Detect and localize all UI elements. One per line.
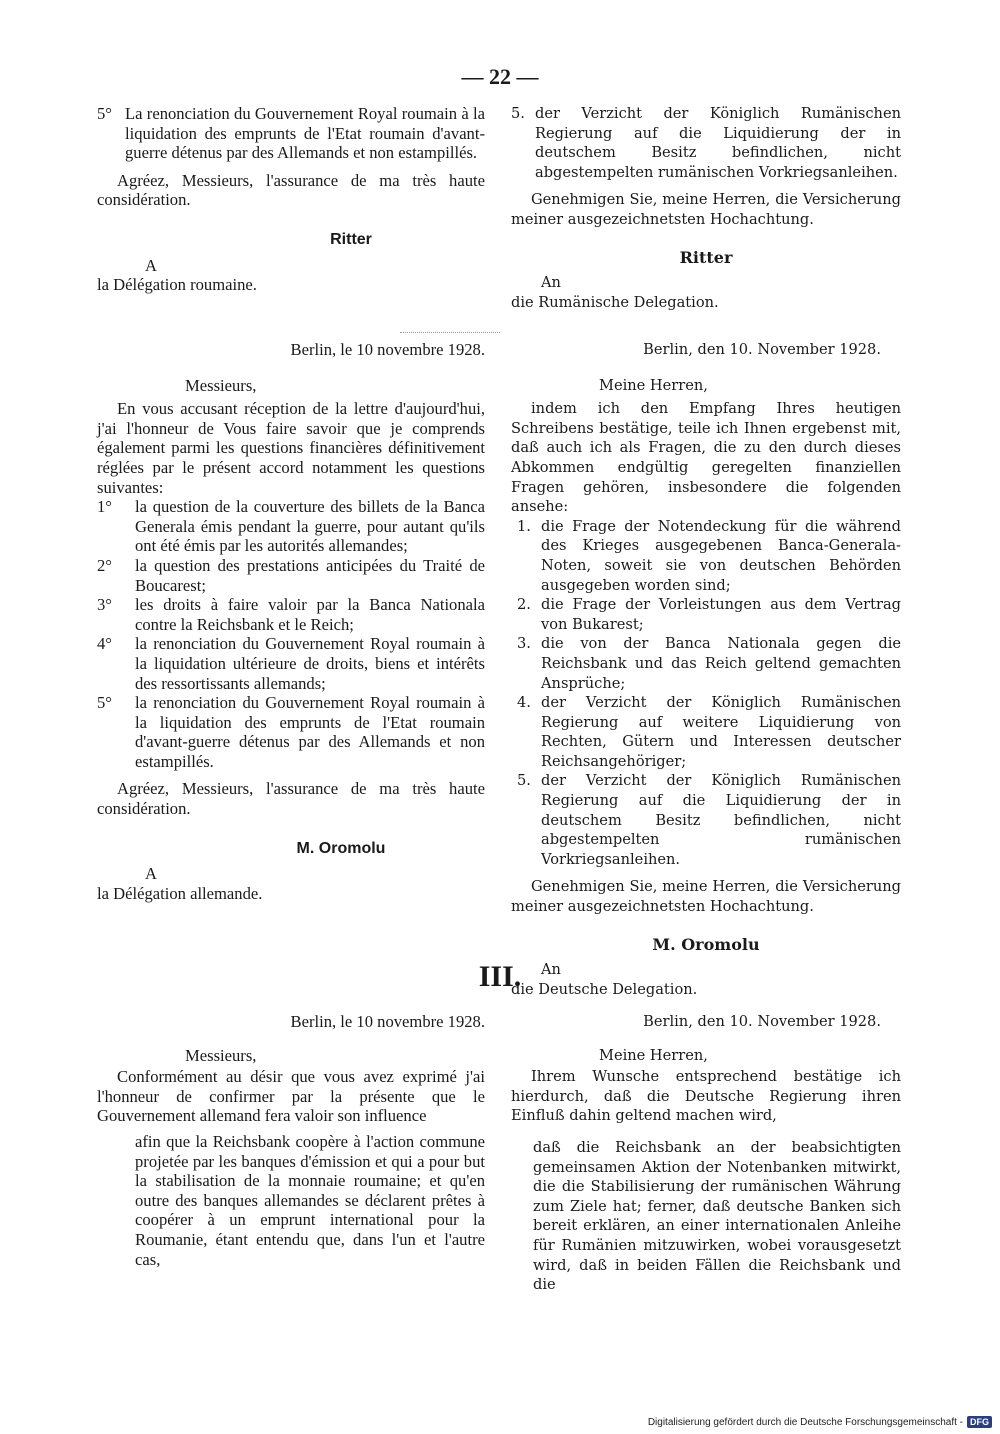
fr-item-2-num: 2°	[97, 555, 112, 575]
de-item-5-top-text: der Verzicht der Königlich Rumänischen Regierung auf die Liquidierung der in deutschem Besitz befindlichen, nicht abgestempelten rumänischen Vorkriegsanleihen.	[535, 105, 901, 181]
de-signature-letter2: M. Oromolu	[652, 934, 760, 954]
fr-date-letter2: Berlin, le 10 novembre 1928.	[290, 340, 485, 359]
fr-intro-letter3: Conformément au désir que vous avez exprimé j'ai l'honneur de confirmer par la présente que le Gouvernement allemand fera valoir son influence	[97, 1067, 485, 1126]
fr-item-4	[97, 634, 485, 693]
fr-item-1-text: la question de la couverture des billets de la Banca Generala émis pendant la guerre, pour autant qu'ils ont été émis par les autorités allemandes;	[135, 497, 485, 556]
separator-rule	[400, 332, 500, 333]
de-closing-letter2: Genehmigen Sie, meine Herren, die Versicherung meiner ausgezeichnetsten Hochachtung.	[511, 878, 901, 916]
top-german-column	[511, 104, 901, 312]
de-body-letter3: daß die Reichsbank an der beabsichtigten gemeinsamen Aktion der Notenbanken mitwirkt, die die Stabilisierung der rumänischen Währung zum Ziele hat; ferner, daß deutsche Banken sich bereit erklären, an einer internationalen Anleihe für Rumänien mitzuwirken, wobei vorausgesetzt wird, daß in beiden Fällen die Reichsbank und die	[533, 1138, 901, 1294]
de-intro-letter3: Ihrem Wunsche entsprechend bestätige ich hierdurch, daß die Deutsche Regierung ihren Einfluß dahin geltend machen wird,	[511, 1068, 901, 1125]
de-date-letter3: Berlin, den 10. November 1928.	[643, 1013, 881, 1030]
de-item-3	[511, 634, 901, 693]
de-item-1-text: die Frage der Notendeckung für die während des Krieges ausgegebenen Banca-Generala-Noten, soweit sie von deutschen Behörden ausgegeben worden sind;	[541, 517, 901, 594]
de-item-5-text: der Verzicht der Königlich Rumänischen Regierung auf die Liquidierung der in deutschem Besitz befindlichen, nicht abgestempelten rumänischen Vorkriegsanleihen.	[541, 772, 901, 868]
fr-item-3	[97, 595, 485, 634]
fr-addr-a-top: A	[145, 255, 157, 275]
de-item-4-text: der Verzicht der Königlich Rumänischen Regierung auf weitere Liquidierung von Rechten, Gütern und Interessen deutscher Reichsangehöriger;	[541, 694, 901, 770]
de-addressee-letter2: die Deutsche Delegation.	[511, 980, 698, 998]
section-heading: III.	[478, 960, 522, 993]
fr-item-4-num: 4°	[97, 634, 112, 654]
de-item-3-text: die von der Banca Nationala gegen die Reichsbank und das Reich geltend gemachten Ansprüche;	[541, 635, 901, 692]
de-addr-a-letter2: An	[541, 961, 561, 979]
de-item-1	[511, 517, 901, 595]
de-item-4	[511, 693, 901, 771]
dfg-logo: DFG	[967, 1416, 992, 1428]
fr-item-5-num: 5°	[97, 693, 112, 713]
fr-items-letter2	[97, 497, 485, 771]
fr-body-letter3: afin que la Reichsbank coopère à l'action commune projetée par les banques d'émission et qui a pour but la stabilisation de la monnaie roumaine; et qu'en outre des banques allemandes se déclarent prêtes à coopérer à un emprunt international pour la Roumanie, étant entendu que, dans l'un et l'autre cas,	[135, 1131, 485, 1269]
de-item-2	[511, 595, 901, 634]
footer-credit	[648, 1416, 992, 1428]
de-item-4-num: 4.	[517, 694, 531, 712]
fr-intro-letter2: En vous accusant réception de la lettre d'aujourd'hui, j'ai l'honneur de Vous faire savoir que je comprends également parmi les questions financières définitivement réglées par le présent accord notamment les questions suivantes:	[97, 399, 485, 497]
fr-date-letter3: Berlin, le 10 novembre 1928.	[290, 1012, 485, 1031]
de-item-3-num: 3.	[517, 635, 531, 653]
fr-closing-top: Agréez, Messieurs, l'assurance de ma très haute considération.	[97, 170, 485, 210]
de-signature-top: Ritter	[679, 247, 733, 267]
fr-salutation-letter2: Messieurs,	[185, 375, 257, 395]
fr-item-3-text: les droits à faire valoir par la Banca Nationala contre la Reichsbank et le Reich;	[135, 595, 485, 634]
fr-addressee-letter2: la Délégation allemande.	[97, 883, 263, 903]
de-salutation-letter3: Meine Herren,	[599, 1046, 708, 1064]
fr-item-5-top-num: 5°	[97, 104, 112, 123]
fr-signature-letter2: M. Oromolu	[296, 839, 386, 857]
de-closing-top: Genehmigen Sie, meine Herren, die Versicherung meiner ausgezeichnetsten Hochachtung.	[511, 191, 901, 228]
fr-item-2	[97, 556, 485, 595]
de-intro-letter2: indem ich den Empfang Ihres heutigen Schreibens bestätige, teile ich Ihnen ergebenst mit, daß auch ich als Fragen, die zu den durch dieses Abkommen endgültig geregelten finanziellen Fragen gehören, insbesondere die folgenden ansehe:	[511, 400, 901, 516]
de-item-5	[511, 771, 901, 869]
fr-item-5-text: la renonciation du Gouvernement Royal roumain à la liquidation des emprunts de l'Etat roumain d'avant-guerre détenus par des Allemands et non estampillés.	[135, 693, 485, 771]
footer-text: Digitalisierung gefördert durch die Deutsche Forschungsgemeinschaft -	[647, 1416, 963, 1428]
fr-item-1	[97, 497, 485, 556]
fr-item-5-top-text: La renonciation du Gouvernement Royal roumain à la liquidation des emprunts de l'Etat roumain d'avant-guerre détenus par des Allemands et non estampillés.	[125, 104, 485, 163]
de-date-letter2: Berlin, den 10. November 1928.	[643, 341, 881, 358]
fr-item-5	[97, 693, 485, 771]
fr-item-2-text: la question des prestations anticipées du Traité de Boucarest;	[135, 555, 485, 595]
de-item-5-num: 5.	[517, 772, 531, 790]
top-french-column	[97, 104, 485, 295]
fr-item-4-text: la renonciation du Gouvernement Royal roumain à la liquidation ultérieure de droits, biens et intérêts des ressortissants allemands;	[135, 634, 485, 693]
fr-closing-letter2: Agréez, Messieurs, l'assurance de ma très haute considération.	[97, 779, 485, 819]
de-item-1-num: 1.	[517, 517, 531, 535]
fr-salutation-letter3: Messieurs,	[185, 1045, 257, 1065]
fr-item-1-num: 1°	[97, 497, 112, 517]
de-addr-a-top: An	[541, 274, 561, 292]
fr-addr-a-letter2: A	[145, 864, 157, 884]
letter2-german-column	[511, 340, 901, 999]
fr-item-3-num: 3°	[97, 595, 112, 615]
de-salutation-letter2: Meine Herren,	[599, 376, 708, 394]
de-item-5-top	[511, 104, 901, 182]
letter2-french-column	[97, 340, 485, 903]
de-item-5-top-num: 5.	[511, 105, 525, 122]
de-item-2-num: 2.	[517, 596, 531, 614]
page-number: — 22 —	[461, 64, 539, 89]
de-items-letter2	[511, 517, 901, 870]
de-item-2-text: die Frage der Vorleistungen aus dem Vertrag von Bukarest;	[541, 596, 901, 633]
fr-signature-top: Ritter	[330, 230, 372, 248]
fr-addressee-top: la Délégation roumaine.	[97, 275, 257, 295]
fr-item-5-top	[97, 104, 485, 163]
letter3-german-column	[511, 1012, 901, 1295]
letter3-french-column	[97, 1012, 485, 1269]
de-addressee-top: die Rumänische Delegation.	[511, 293, 719, 311]
